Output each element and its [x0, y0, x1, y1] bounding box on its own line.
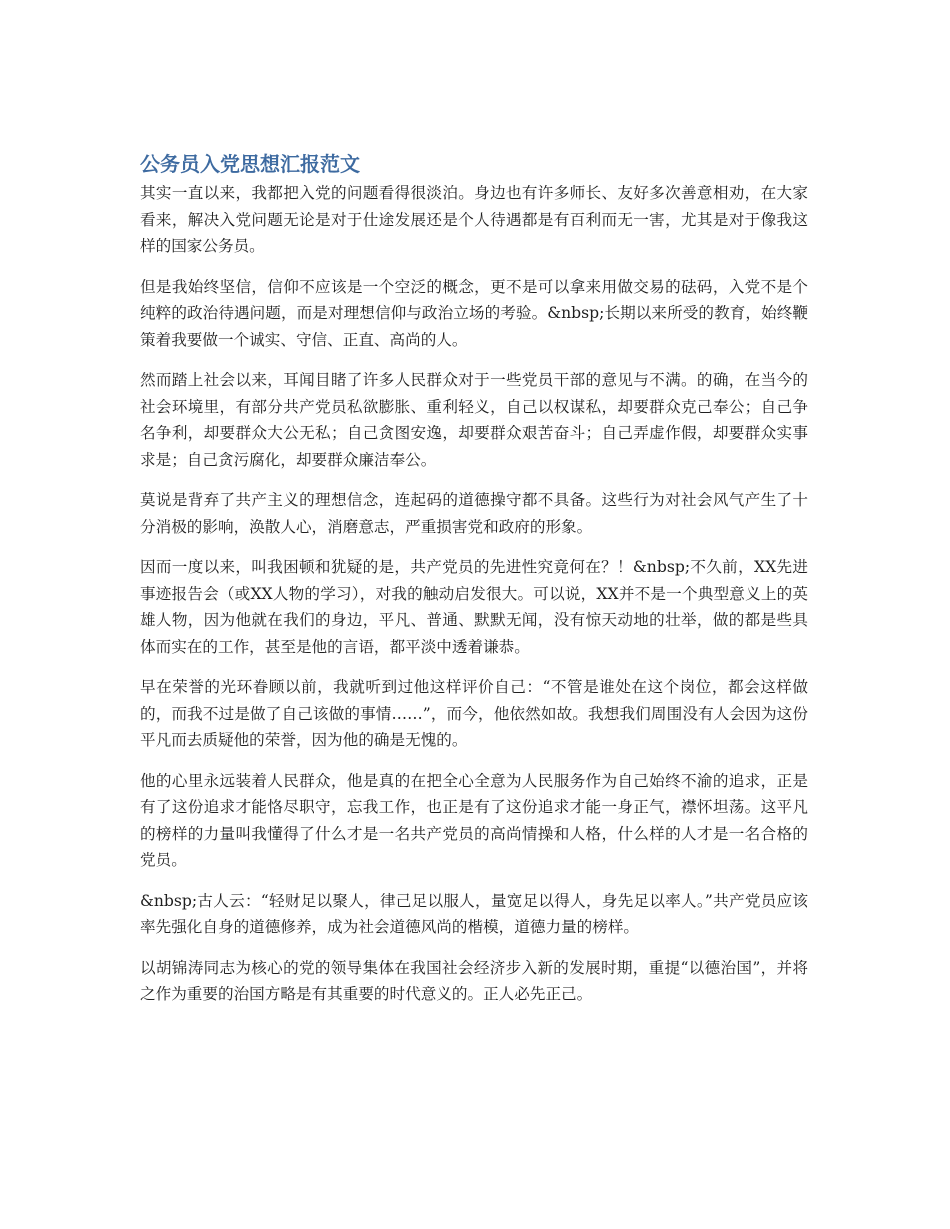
document-title: 公务员入党思想汇报范文 [140, 152, 360, 176]
document-content [140, 150, 808, 1022]
paragraph-3: 然而踏上社会以来，耳闻目睹了许多人民群众对于一些党员干部的意见与不满。的确，在当今的社会环境里，有部分共产党员私欲膨胀、重利轻义，自己以权谋私，却要群众克己奉公；自己争名争利，却要群众大公无私；自己贪图安逸，却要群众艰苦奋斗；自己弄虚作假，却要群众实事求是；自己贪污腐化，却要群众廉洁奉公。 [140, 371, 808, 469]
paragraph-6: 早在荣誉的光环眷顾以前，我就听到过他这样评价自己：“不管是谁处在这个岗位，都会这样做的，而我不过是做了自己该做的事情……”，而今，他依然如故。我想我们周围没有人会因为这份平凡而去质疑他的荣誉，因为他的确是无愧的。 [140, 678, 808, 749]
paragraph-7: 他的心里永远装着人民群众，他是真的在把全心全意为人民服务作为自己始终不渝的追求，正是有了这份追求才能恪尽职守，忘我工作，也正是有了这份追求才能一身正气，襟怀坦荡。这平凡的榜样的力量叫我懂得了什么才是一名共产党员的高尚情操和人格，什么样的人才是一名合格的党员。 [140, 771, 808, 869]
paragraph-1: 其实一直以来，我都把入党的问题看得很淡泊。身边也有许多师长、友好多次善意相劝，在大家看来，解决入党问题无论是对于仕途发展还是个人待遇都是有百利而无一害，尤其是对于像我这样的国家公务员。 [140, 184, 808, 255]
paragraph-8: &nbsp;古人云：“轻财足以聚人，律己足以服人，量宽足以得人，身先足以率人。”共产党员应该率先强化自身的道德修养，成为社会道德风尚的楷模，道德力量的榜样。 [140, 891, 808, 936]
paragraph-5: 因而一度以来，叫我困顿和犹疑的是，共产党员的先进性究竟何在？！&nbsp;不久前，XX先进事迹报告会（或XX人物的学习），对我的触动启发很大。可以说，XX并不是一个典型意义上的英雄人物，因为他就在我们的身边，平凡、普通、默默无闻，没有惊天动地的壮举，做的都是些具体而实在的工作，甚至是他的言语，都平淡中透着谦恭。 [140, 558, 808, 656]
paragraph-4: 莫说是背弃了共产主义的理想信念，连起码的道德操守都不具备。这些行为对社会风气产生了十分消极的影响，涣散人心，消磨意志，严重损害党和政府的形象。 [140, 491, 808, 536]
paragraph-9: 以胡锦涛同志为核心的党的领导集体在我国社会经济步入新的发展时期，重提“以德治国”，并将之作为重要的治国方略是有其重要的时代意义的。正人必先正己。 [140, 958, 808, 1003]
paragraph-2: 但是我始终坚信，信仰不应该是一个空泛的概念，更不是可以拿来用做交易的砝码，入党不是个纯粹的政治待遇问题，而是对理想信仰与政治立场的考验。&nbsp;长期以来所受的教育，始终鞭策着我要做一个诚实、守信、正直、高尚的人。 [140, 277, 808, 349]
